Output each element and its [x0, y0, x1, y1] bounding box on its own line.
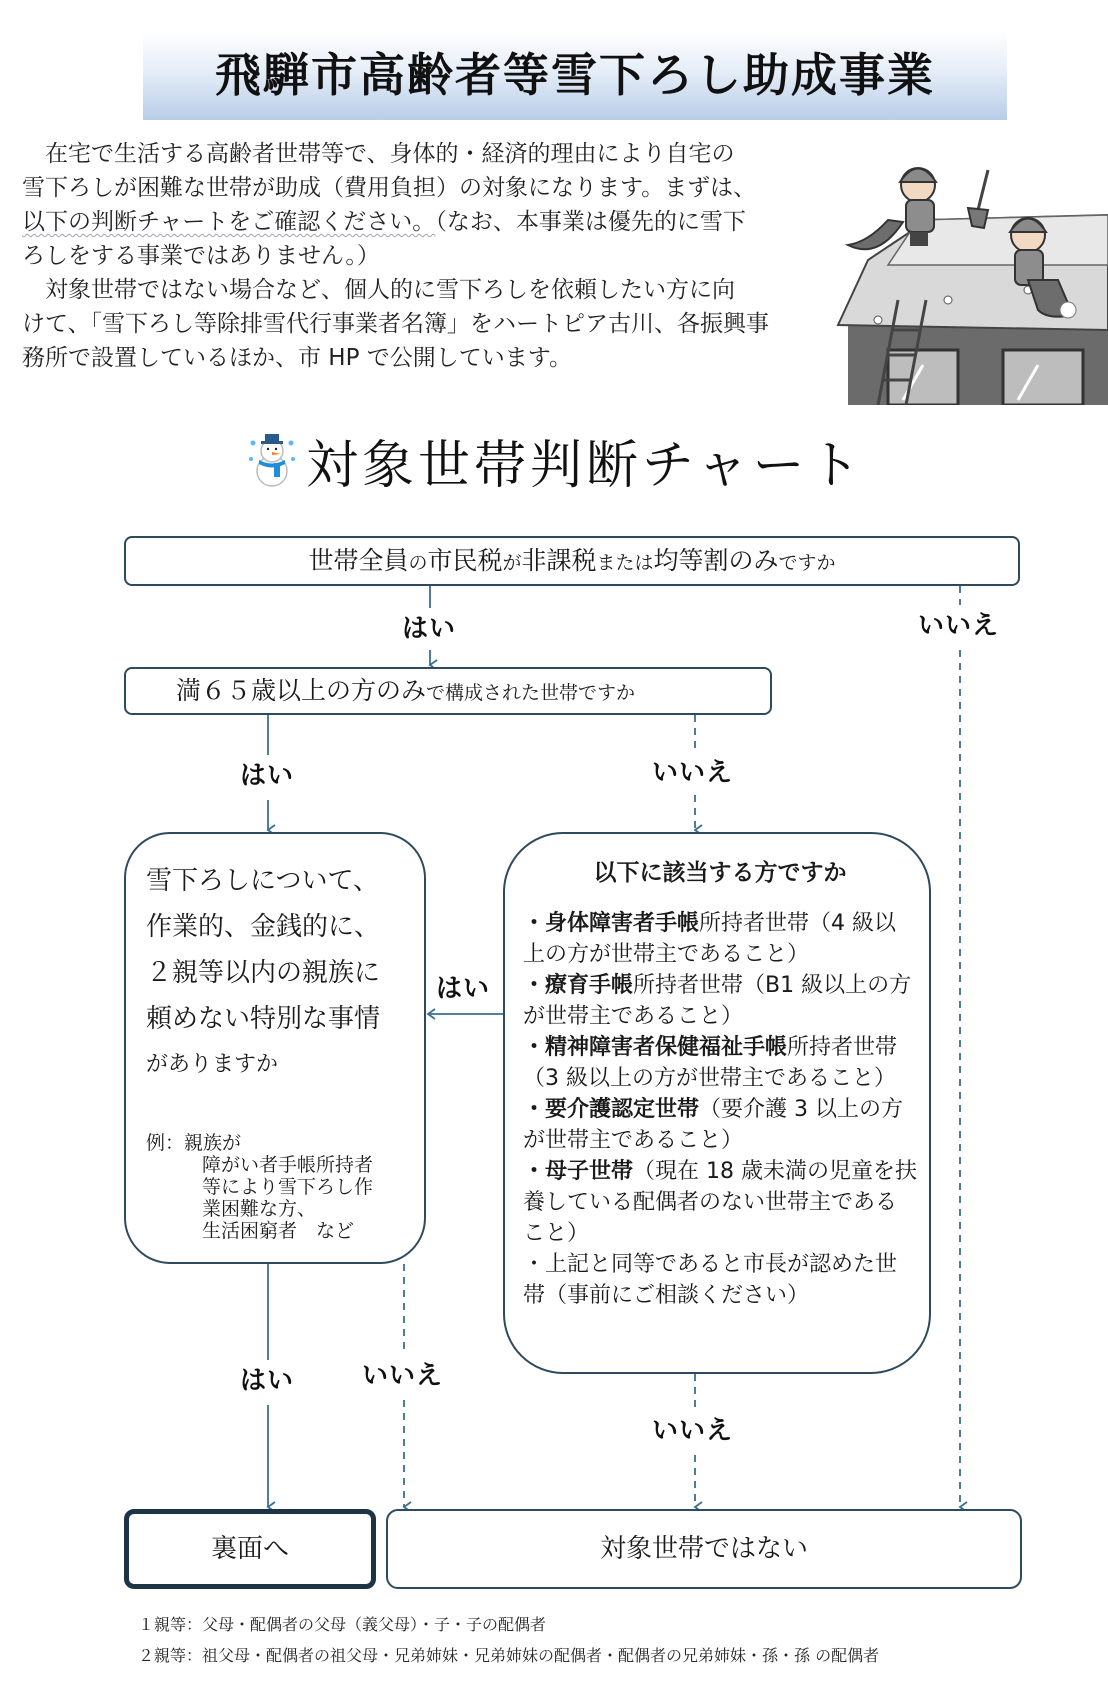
q4-item-bold: ・母子世帯: [523, 1159, 634, 1184]
q4-item-rehabilitation: [523, 970, 917, 1032]
q4-item-text: ・上記と同等であると市長が認めた世帯（事前にご相談ください）: [523, 1252, 898, 1308]
result-not-eligible: 対象世帯ではない: [386, 1509, 1022, 1589]
intro-underlined-text: 以下の判断チャートをご確認ください。: [22, 209, 436, 235]
question-age-65: [124, 667, 772, 715]
label-no: いいえ: [918, 611, 1000, 641]
q3-line: 雪下ろしについて、: [146, 866, 379, 896]
q4-item-bold: ・要介護認定世帯: [523, 1097, 700, 1122]
label-yes: はい: [436, 974, 491, 1004]
q3-line: 頼めない特別な事情: [146, 1004, 381, 1034]
q4-item-text: 所持者世帯（B1 級以上の方が世帯主であること）: [523, 973, 912, 1029]
q1-text: 市民税: [427, 546, 503, 575]
result-see-back-page: 裏面へ: [124, 1509, 376, 1589]
label-no: いいえ: [652, 758, 734, 788]
label-no: いいえ: [362, 1361, 444, 1391]
intro-line: 務所で設置しているほか、市 HP で公開しています。: [22, 345, 572, 371]
q3-example-line: 障がい者手帳所持者: [202, 1154, 374, 1176]
intro-line: ろしをする事業ではありません。）: [22, 243, 380, 269]
q3-example-line: 等により雪下ろし作: [202, 1176, 374, 1198]
q4-item-care-required: [523, 1094, 917, 1156]
label-yes: はい: [240, 1366, 295, 1396]
q3-line: がありますか: [146, 1052, 279, 1077]
page-title: 飛騨市高齢者等雪下ろし助成事業: [215, 48, 935, 102]
footnote-second-degree: ２親等：祖父母・配偶者の祖父母・兄弟姉妹・兄弟姉妹の配偶者・配偶者の兄弟姉妹・孫・孫 の配偶者: [138, 1646, 880, 1665]
q4-item-bold: ・身体障害者手帳: [523, 911, 700, 936]
q4-item-single-mother: [523, 1156, 917, 1249]
q3-example-line: 例：親族が: [146, 1132, 242, 1154]
q1-text: ですか: [778, 552, 836, 574]
question-tax-status: [124, 536, 1020, 586]
intro-line: 雪下ろしが困難な世帯が助成（費用負担）の対象になります。まずは、: [22, 175, 757, 201]
q1-text: の: [408, 552, 428, 574]
q3-example: [146, 1132, 424, 1242]
q1-text: 均等割のみ: [653, 546, 779, 575]
q1-text: 世帯全員: [308, 546, 409, 575]
q2-main-text: 満６５歳以上の方のみ: [176, 676, 427, 705]
q4-item-physical-disability: [523, 908, 917, 970]
intro-text: （なお、本事業は優先的に雪下: [435, 209, 746, 235]
q1-text: または: [596, 552, 654, 574]
question-eligible-categories: [503, 832, 931, 1374]
q3-line: 作業的、金銭的に、: [146, 912, 381, 942]
q2-sub-text: で構成された世帯ですか: [426, 682, 636, 704]
question-special-circumstances: [124, 832, 426, 1264]
q1-text: が: [502, 552, 522, 574]
q4-item-mental-health: [523, 1032, 917, 1094]
intro-line: 対象世帯ではない場合など、個人的に雪下ろしを依頼したい方に向: [22, 277, 735, 303]
footnote-first-degree: １親等：父母・配偶者の父母（義父母）・子・子の配偶者: [138, 1615, 547, 1634]
q1-text: 非課税: [521, 546, 597, 575]
intro-line: 在宅で生活する高齢者世帯等で、身体的・経済的理由により自宅の: [22, 141, 735, 167]
intro-line: けて、「雪下ろし等除排雪代行事業者名簿」をハートピア古川、各振興事: [22, 311, 770, 337]
q4-item-text: 所持者世帯（3 級以上の方が世帯主であること）: [523, 1035, 898, 1091]
q4-title: 以下に該当する方ですか: [593, 860, 847, 886]
chart-title: 対象世帯判断チャート: [306, 435, 865, 496]
label-yes: はい: [402, 614, 457, 644]
q3-example-line: 業困難な方、: [202, 1198, 317, 1220]
q3-main-text: [146, 858, 424, 1088]
q3-example-line: 生活困窮者 など: [202, 1220, 355, 1242]
label-yes: はい: [240, 761, 295, 791]
q4-item-text: （現在 18 歳未満の児童を扶養している配偶者のない世帯主であること）: [523, 1159, 917, 1246]
label-no: いいえ: [652, 1416, 734, 1446]
q4-item-bold: ・精神障害者保健福祉手帳: [523, 1035, 788, 1060]
q4-item-text: 所持者世帯（4 級以上の方が世帯主であること）: [523, 911, 897, 967]
q4-item-mayor-approved: [523, 1249, 917, 1311]
q4-item-text: （要介護 3 以上の方が世帯主であること）: [523, 1097, 903, 1153]
q3-line: ２親等以内の親族に: [146, 958, 381, 988]
q4-item-bold: ・療育手帳: [523, 973, 634, 998]
